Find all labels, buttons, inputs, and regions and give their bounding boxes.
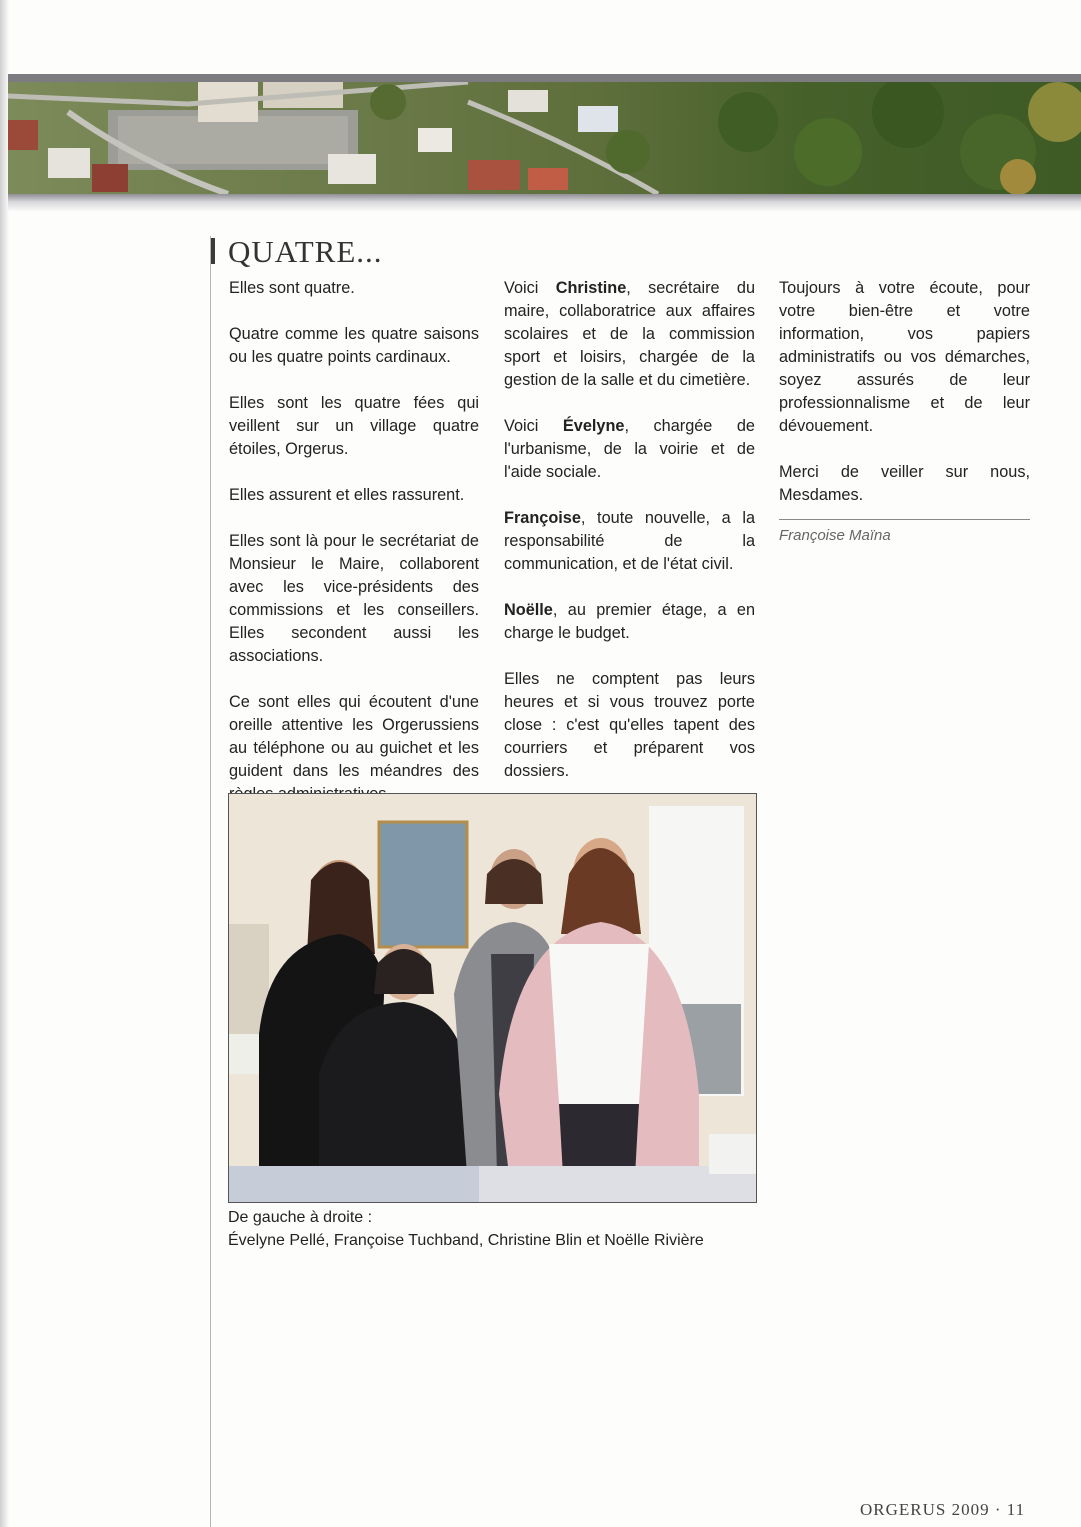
group-photo	[228, 793, 757, 1203]
name-francoise: Françoise	[504, 509, 581, 527]
page-binding-edge	[0, 0, 9, 1527]
paragraph-christine: Voici Christine, secrétaire du maire, collaboratrice aux affaires scolaires et de la commission sport et loisirs, chargée de la gestion de la salle et du cimetière.	[504, 279, 755, 389]
paragraph: Quatre comme les quatre saisons ou les quatre points cardinaux.	[229, 325, 479, 366]
paragraph-francoise: Françoise, toute nouvelle, a la responsabilité de la communication, et de l'état civil.	[504, 509, 755, 573]
signature-divider	[779, 519, 1030, 520]
margin-rule	[210, 236, 211, 1527]
article-column-1	[229, 277, 479, 829]
paragraph: Elles ne comptent pas leurs heures et si vous trouvez porte close : c'est qu'elles tapent des courriers et préparent vos dossiers.	[504, 670, 755, 780]
paragraph: Elles assurent et elles rassurent.	[229, 486, 465, 504]
article-column-3	[779, 277, 1030, 547]
paragraph-evelyne: Voici Évelyne, chargée de l'urbanisme, de la voirie et de l'aide sociale.	[504, 417, 755, 481]
author-signature: Françoise Maïna	[779, 527, 891, 544]
paragraph: Merci de veiller sur nous, Mesdames.	[779, 463, 1030, 504]
paragraph-noelle: Noëlle, au premier étage, a en charge le budget.	[504, 601, 755, 642]
article-title: QUATRE...	[228, 234, 383, 269]
paragraph: Elles sont quatre.	[229, 279, 355, 297]
aerial-village-banner	[8, 82, 1081, 194]
banner-shadow	[8, 194, 1081, 212]
title-accent-bar	[211, 238, 215, 264]
banner-frame	[8, 74, 1081, 82]
paragraph: Toujours à votre écoute, pour votre bien-être et votre information, vos papiers administratifs ou vos démarches, soyez assurés de leur professionnalisme et de leur dévouement.	[779, 279, 1030, 435]
caption-line-2: Évelyne Pellé, Françoise Tuchband, Christine Blin et Noëlle Rivière	[228, 1232, 704, 1249]
paragraph: Elles sont là pour le secrétariat de Monsieur le Maire, collaborent avec les vice-présidents des commissions et les conseillers. Elles secondent aussi les associations.	[229, 532, 479, 665]
paragraph: Ce sont elles qui écoutent d'une oreille attentive les Orgerussiens au téléphone ou au guichet et les guident dans les méandres des	[229, 693, 479, 780]
caption-line-1: De gauche à droite :	[228, 1209, 373, 1226]
paragraph: Elles sont les quatre fées qui veillent sur un village quatre étoiles, Orgerus.	[229, 394, 479, 458]
article-column-2	[504, 277, 755, 806]
name-christine: Christine	[555, 279, 627, 297]
name-noelle: Noëlle	[504, 601, 553, 619]
page-footer: ORGERUS 2009 · 11	[860, 1500, 1026, 1519]
name-evelyne: Évelyne	[562, 417, 625, 435]
photo-caption	[228, 1206, 704, 1252]
